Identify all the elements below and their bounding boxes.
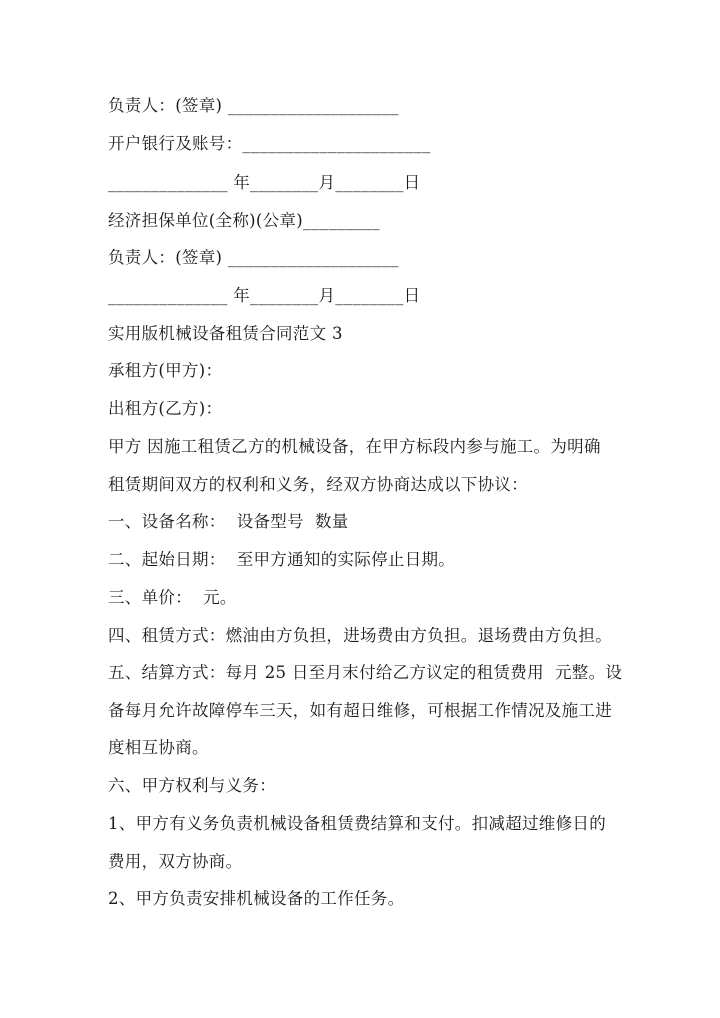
clause-6-item-2: 2、甲方负责安排机械设备的工作任务。 (108, 889, 405, 908)
clause-6-item-1: 1、甲方有义务负责机械设备租赁费结算和支付。扣减超过维修日的 (108, 814, 606, 833)
clause-3-line: 三、单价： 元。 (108, 588, 237, 607)
clause-6-item-1: 费用，双方协商。 (108, 852, 243, 871)
lessor-line: 出租方(乙方)： (108, 399, 223, 418)
signatory-line-1: 负责人：(签章) ____________________ (108, 96, 399, 115)
clause-5-line: 备每月允许故障停车三天，如有超日维修，可根据工作情况及施工进 (108, 701, 612, 720)
clause-4-line: 四、租赁方式：燃油由方负担，进场费由方负担。退场费由方负担。 (108, 626, 612, 645)
clause-2-line: 二、起始日期： 至甲方通知的实际停止日期。 (108, 550, 456, 569)
bank-account-line: 开户银行及账号：______________________ (108, 134, 431, 153)
paragraph-line: 甲方 因施工租赁乙方的机械设备，在甲方标段内参与施工。为明确 (108, 437, 601, 456)
date-line-2: ______________ 年________月________日 (108, 286, 421, 305)
clause-5-line: 度相互协商。 (108, 738, 209, 757)
clause-6-heading: 六、甲方权利与义务： (108, 776, 276, 795)
section-title: 实用版机械设备租赁合同范文 3 (108, 324, 343, 343)
date-line-1: ______________ 年________月________日 (108, 173, 421, 192)
clause-1-line: 一、设备名称： 设备型号 数量 (108, 512, 349, 531)
guarantor-line: 经济担保单位(全称)(公章)_________ (108, 211, 380, 230)
lessee-line: 承租方(甲方)： (108, 361, 223, 380)
paragraph-line: 租赁期间双方的权利和义务，经双方协商达成以下协议： (108, 475, 528, 494)
signatory-line-2: 负责人：(签章) ____________________ (108, 248, 399, 267)
clause-5-line: 五、结算方式：每月 25 日至月末付给乙方议定的租赁费用 元整。设 (108, 663, 623, 682)
